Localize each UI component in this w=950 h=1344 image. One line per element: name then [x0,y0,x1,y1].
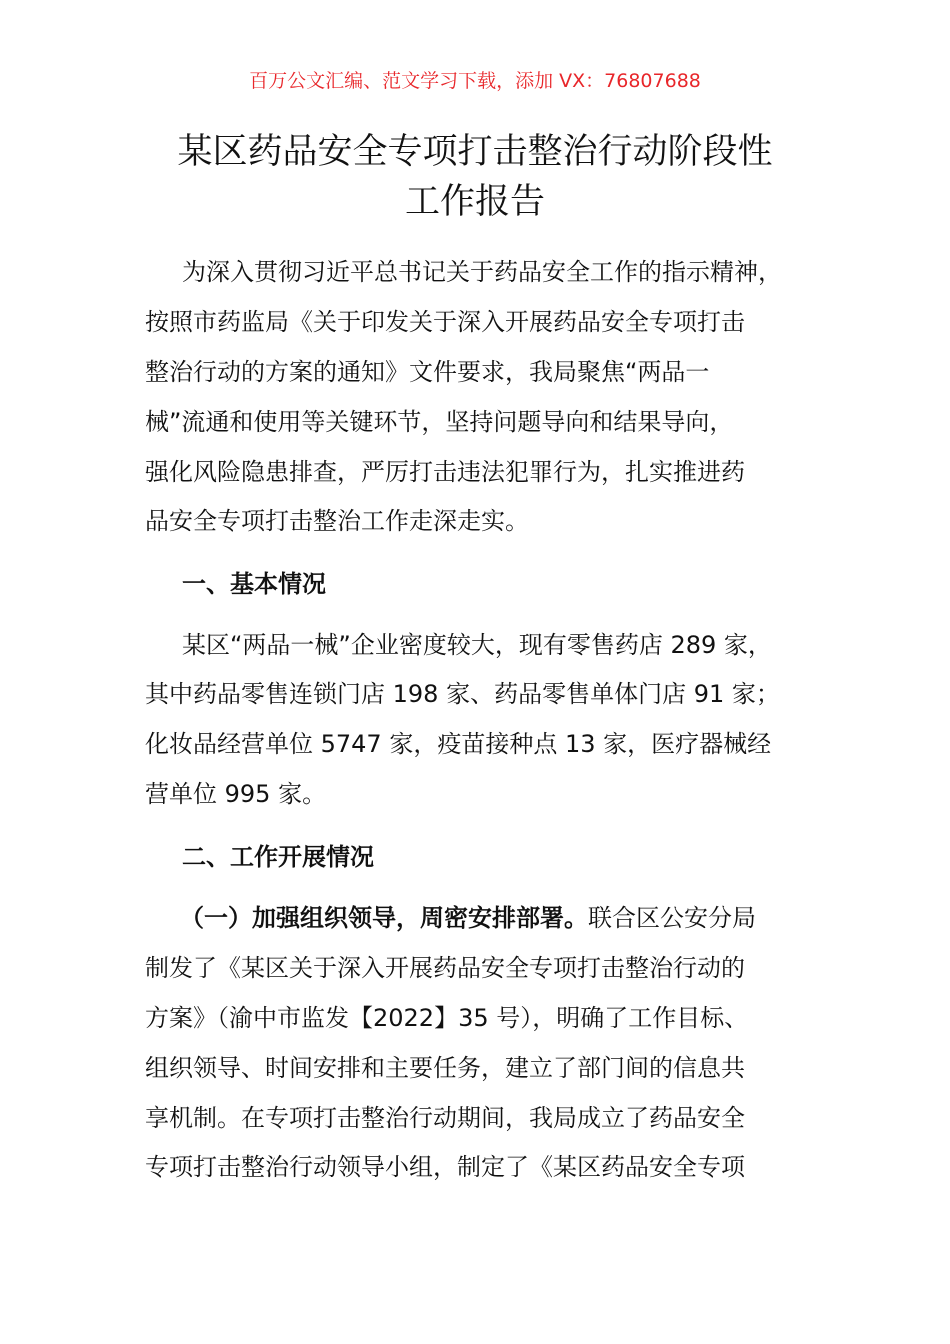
section-heading-basic: 一、基本情况 [182,570,326,598]
subsection1-line: 制发了《某区关于深入开展药品安全专项打击整治行动的 [145,954,745,982]
subsection1-first-line [180,903,756,933]
intro-line: 械”流通和使用等关键环节，坚持问题导向和结果导向， [145,408,734,436]
subsection1-line: 方案》（渝中市监发【2022】35 号），明确了工作目标、 [145,1004,749,1032]
section1-line: 营单位 995 家。 [145,780,327,808]
document-title-line-2: 工作报告 [404,182,545,222]
section1-line: 其中药品零售连锁门店 198 家、药品零售单体门店 91 家； [145,680,780,708]
intro-line: 按照市药监局《关于印发关于深入开展药品安全专项打击 [145,308,745,336]
subsection1-line: 享机制。在专项打击整治行动期间，我局成立了药品安全 [145,1104,745,1132]
subsection1-bold-lead: （一）加强组织领导，周密安排部署。 [180,904,588,932]
subsection1-line: 专项打击整治行动领导小组，制定了《某区药品安全专项 [145,1153,745,1181]
intro-line: 品安全专项打击整治工作走深走实。 [145,507,529,535]
intro-line: 强化风险隐患排查，严厉打击违法犯罪行为，扎实推进药 [145,458,745,486]
header-notice: 百万公文汇编、范文学习下载，添加 VX：76807688 [249,70,701,92]
section-heading-work: 二、工作开展情况 [182,843,374,871]
intro-line: 整治行动的方案的通知》文件要求，我局聚焦“两品一 [145,358,710,386]
section1-line: 化妆品经营单位 5747 家，疫苗接种点 13 家，医疗器械经 [145,730,772,758]
subsection1-line: 组织领导、时间安排和主要任务，建立了部门间的信息共 [145,1054,745,1082]
intro-line: 为深入贯彻习近平总书记关于药品安全工作的指示精神， [182,258,782,286]
subsection1-first-line-rest: 联合区公安分局 [588,904,756,932]
section1-line: 某区“两品一械”企业密度较大，现有零售药店 289 家， [182,631,772,659]
document-title-line-1: 某区药品安全专项打击整治行动阶段性 [177,132,773,172]
